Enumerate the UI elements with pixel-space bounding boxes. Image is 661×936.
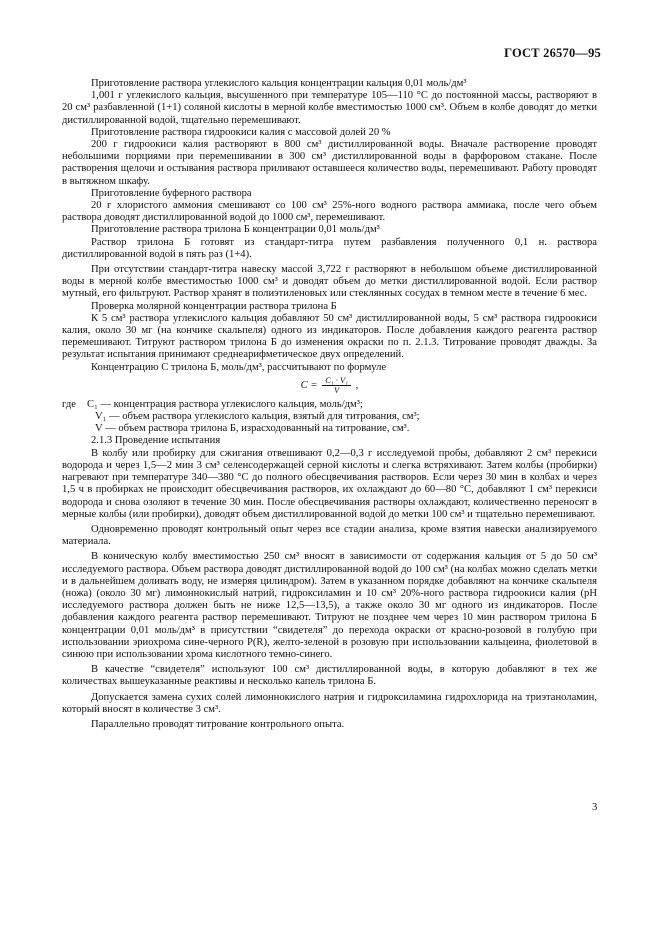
heading-buffer-solution: Приготовление буферного раствора (91, 187, 252, 199)
formula-fraction (322, 376, 351, 395)
section-heading: 2.1.3 Проведение испытания (91, 435, 221, 447)
definition-item: V — объем раствора трилона Б, израсходованный на титрование, см³. (95, 423, 410, 435)
definition-row (62, 411, 597, 423)
paragraph: 20 г хлористого аммония смешивают со 100 см³ 25%-ного водного раствора аммиака, после чего объем раствора доводят дистиллированной водой до 1000 см³, перемешивают. (62, 200, 597, 224)
definition-row (62, 423, 597, 435)
paragraph: Параллельно проводят титрование контрольного опыта. (91, 718, 345, 730)
formula-definitions (62, 399, 597, 436)
definition-item: C₁ — концентрация раствора углекислого кальция, моль/дм³; (87, 398, 363, 410)
definition-row (62, 399, 597, 411)
formula-tail: , (355, 379, 359, 391)
definition-item: V₁ — объем раствора углекислого кальция, взятый для титрования, см³; (95, 411, 420, 423)
paragraph: При отсутствии стандарт-титра навеску массой 3,722 г растворяют в небольшом объеме дистиллированной воды в мерной колбе вместимостью 1000 см³ и доводят объем до метки дистиллированной водой. Если раствор мутный, его фильтруют. Раствор хранят в полиэтиленовых или стеклянных сосудах в темном месте в течение 6 мес. (62, 264, 597, 300)
paragraph: В колбу или пробирку для сжигания отвешивают 0,2—0,3 г исследуемой пробы, добавляют 2 см³ перекиси водорода и через 1,5—2 мин 3 см³ селенсодержащей серной кислоты и слегка встряхивают. Затем колбы (пробирки) нагревают при температуре 340—380 °С до полного обесцвечивания растворов. Если через 30 мин в колбах и через 1,5 ч в пробирках не происходит обесцвечивания растворов, их охлаждают до 60—80 °С, добавляют 1 см³ перекиси водорода и снова озоляют в течение 30 мин. После обесцвечивания растворы охлаждают, количественно переносят в мерные колбы (или пробирки), доводят объем дистиллированной водой до метки 100 см³ и тщательно перемешивают. (62, 447, 597, 520)
definition-where: где (62, 398, 76, 410)
standard-header: ГОСТ 26570—95 (504, 46, 601, 60)
paragraph: Раствор трилона Б готовят из стандарт-титра путем разбавления полученного 0,1 н. раствора дистиллированной водой в пять раз (1+4). (62, 236, 597, 260)
paragraph: В коническую колбу вместимостью 250 см³ вносят в зависимости от содержания кальция от 5 до 50 см³ исследуемого раствора. Объем раствора доводят дистиллированной водой до 100 см³ (на колбах можно сделать метки и в дальнейшем доливать воду, не измеряя цилиндром). Затем в указанном порядке добавляют на кончике скальпеля (ножа) (около 30 мг) лимоннокислый натрий, гидроксиламин и 10 см³ 20%-ного раствора гидроокиси калия (рН исследуемого раствора должен быть не ниже 12,5—13,5), а также около 30 мг одного из индикаторов. После добавления каждого реагента раствор перемешивают. Титруют не позднее чем через 10 мин раствором трилона Б концентрации 0,01 моль/дм³ в присутствии “свидетеля” до перехода окраски от красно-розовой в голубую при использовании эриохрома сине-черного Р(R), желто-зеленой в розовую при использовании кальцеина, фиолетовой в синюю при использовании хрома кислотного темно-синего. (62, 551, 597, 660)
paragraph: В качестве “свидетеля” используют 100 см³ дистиллированной воды, в которую добавляют в тех же количествах вышеуказанные реактивы и несколько капель трилона Б. (62, 664, 597, 688)
concentration-formula (62, 376, 597, 395)
formula-denominator: V (334, 385, 340, 395)
heading-check-concentration: Проверка молярной концентрации раствора трилона Б (91, 300, 337, 312)
paragraph: Допускается замена сухих солей лимоннокислого натрия и гидроксиламина гидрохлорида на триэтаноламин, который вносят в количестве 3 см³. (62, 691, 597, 715)
paragraph: 1,001 г углекислого кальция, высушенного при температуре 105—110 °С до постоянной массы, растворяют в 20 см³ разбавленной (1+1) соляной кислоты в мерной колбе вместимостью 1000 см³. Объем в колбе доводят до метки дистиллированной водой, тщательно перемешивают. (62, 90, 597, 126)
document-body (62, 78, 597, 731)
page-number: 3 (592, 802, 598, 813)
paragraph: Одновременно проводят контрольный опыт через все стадии анализа, кроме взятия навески анализируемого материала. (62, 523, 597, 548)
paragraph: 200 г гидроокиси калия растворяют в 800 см³ дистиллированной воды. Вначале растворение проводят небольшими порциями при перемешивании в 300 см³ дистиллированной воды в фарфоровом стакане. После растворения щелочи и остывания раствора приливают оставшееся количество воды, перемешивают. Работу проводят в вытяжном шкафу. (62, 139, 597, 187)
paragraph: К 5 см³ раствора углекислого кальция добавляют 50 см³ дистиллированной воды, 5 см³ раствора гидроокиси калия, около 30 мг (на кончике скальпеля) одного из индикаторов. После добавления каждого реагента раствор перемешивают. Титруют раствором трилона Б до изменения окраски по п. 2.1.3. Титрование проводят дважды. За результат испытания принимают среднеарифметическое двух определений. (62, 312, 597, 361)
heading-potassium-hydroxide: Приготовление раствора гидроокиси калия с массовой долей 20 % (91, 126, 391, 138)
formula-numerator: C₁ · V₁ (322, 376, 351, 386)
formula-intro: Концентрацию C трилона Б, моль/дм³, рассчитывают по формуле (91, 361, 387, 373)
formula-lhs: C = (300, 379, 318, 391)
heading-trilon-b: Приготовление раствора трилона Б концентрации 0,01 моль/дм³ (91, 224, 380, 236)
heading-calcium-carbonate: Приготовление раствора углекислого кальция концентрации кальция 0,01 моль/дм³ (91, 78, 467, 89)
